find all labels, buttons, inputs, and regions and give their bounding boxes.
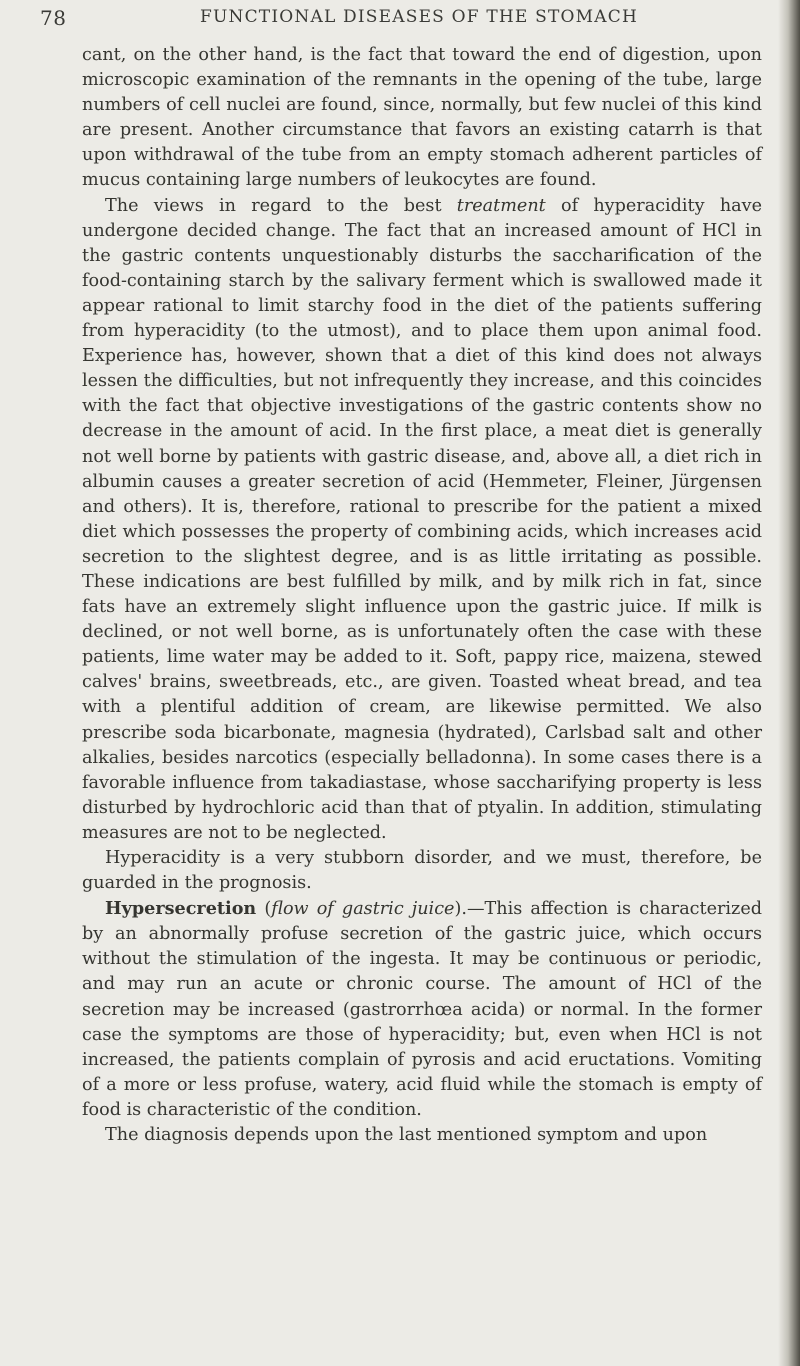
paragraph-prognosis: Hyperacidity is a very stubborn disorder, and we must, therefore, be guarded in the prognosis. xyxy=(82,848,762,894)
section-heading-hypersecretion: Hypersecretion xyxy=(105,898,257,920)
heading-open-paren: ( xyxy=(256,899,272,920)
paragraph-treatment-body: of hyperacidity have undergone decided change. The fact that an increased amount of HCl in the gastric contents unquestionably disturbs the saccharification of the food-containing starch by the salivary ferment which is swallowed made it appear rational to limit starchy food in the diet of the patients suffering from hyperacidity (to the utmost), and to place them upon animal food. Experience has, however, shown that a diet of this kind does not always lessen the difficulties, but not infrequently they increase, and this coincides with the fact that objective investigations of the gastric contents show no decrease in the amount of acid. In the first place, a meat diet is generally not well borne by patients with gastric disease, and, above all, a diet rich in albumin causes a greater secretion of acid (Hemmeter, Fleiner, Jürgensen and others). It is, therefore, rational to prescribe for the patient a mixed diet which possesses the property of combining acids, which increases acid secretion to the slightest degree, and is as little irritating as possible. These indications are best fulfilled by milk, and by milk rich in fat, since fats have an extremely slight influence upon the gastric juice. If milk is declined, or not well borne, as is unfortunately often the case with these patients, lime water may be added to it. Soft, pappy rice, maizena, stewed calves' brains, sweetbreads, etc., are given. Toasted wheat bread, and tea with a plentiful addition of cream, are likewise permitted. We also prescribe soda bicarbonate, magnesia (hydrated), Carlsbad salt and other alkalies, besides narcotics (especially belladonna). In some cases there is a favorable influence from takadiastase, whose saccharifying property is less disturbed by hydrochloric acid than that of ptyalin. In addition, stimulating measures are not to be neglected. xyxy=(82,195,762,843)
paragraph-treatment xyxy=(82,194,762,846)
paragraph-diagnosis: The diagnosis depends upon the last mentioned symptom and upon xyxy=(105,1125,708,1146)
page-header xyxy=(40,6,760,36)
emphasis-treatment: treatment xyxy=(456,195,546,216)
paragraph-hypersecretion xyxy=(82,896,762,1123)
heading-close-paren: ). xyxy=(454,899,467,920)
page-edge-shadow xyxy=(778,0,800,1366)
running-head: FUNCTIONAL DISEASES OF THE STOMACH xyxy=(200,7,638,27)
paragraph-treatment-lead: The views in regard to the best xyxy=(105,195,457,216)
page-number: 78 xyxy=(40,6,67,30)
heading-subtitle: flow of gastric juice xyxy=(271,899,455,920)
paragraph-hypersecretion-body: —This affection is characterized by an abnormally profuse secretion of the gastric juice, which occurs without the stimulation of the ingesta. It may be continuous or periodic, and may run an acute or chronic course. The amount of HCl of the secretion may be increased (gastrorrhœa acida) or normal. In the former case the symptoms are those of hyperacidity; but, even when HCl is not increased, the patients complain of pyrosis and acid eructations. Vomiting of a more or less profuse, watery, acid fluid while the stomach is empty of food is characteristic of the condition. xyxy=(82,899,762,1120)
body-text xyxy=(82,43,762,1148)
paragraph-continuation: cant, on the other hand, is the fact that toward the end of digestion, upon microscopic examination of the remnants in the opening of the tube, large numbers of cell nuclei are found, since, normally, but few nuclei of this kind are present. Another circumstance that favors an existing catarrh is that upon withdrawal of the tube from an empty stomach adherent particles of mucus containing large numbers of leukocytes are found. xyxy=(82,45,762,191)
